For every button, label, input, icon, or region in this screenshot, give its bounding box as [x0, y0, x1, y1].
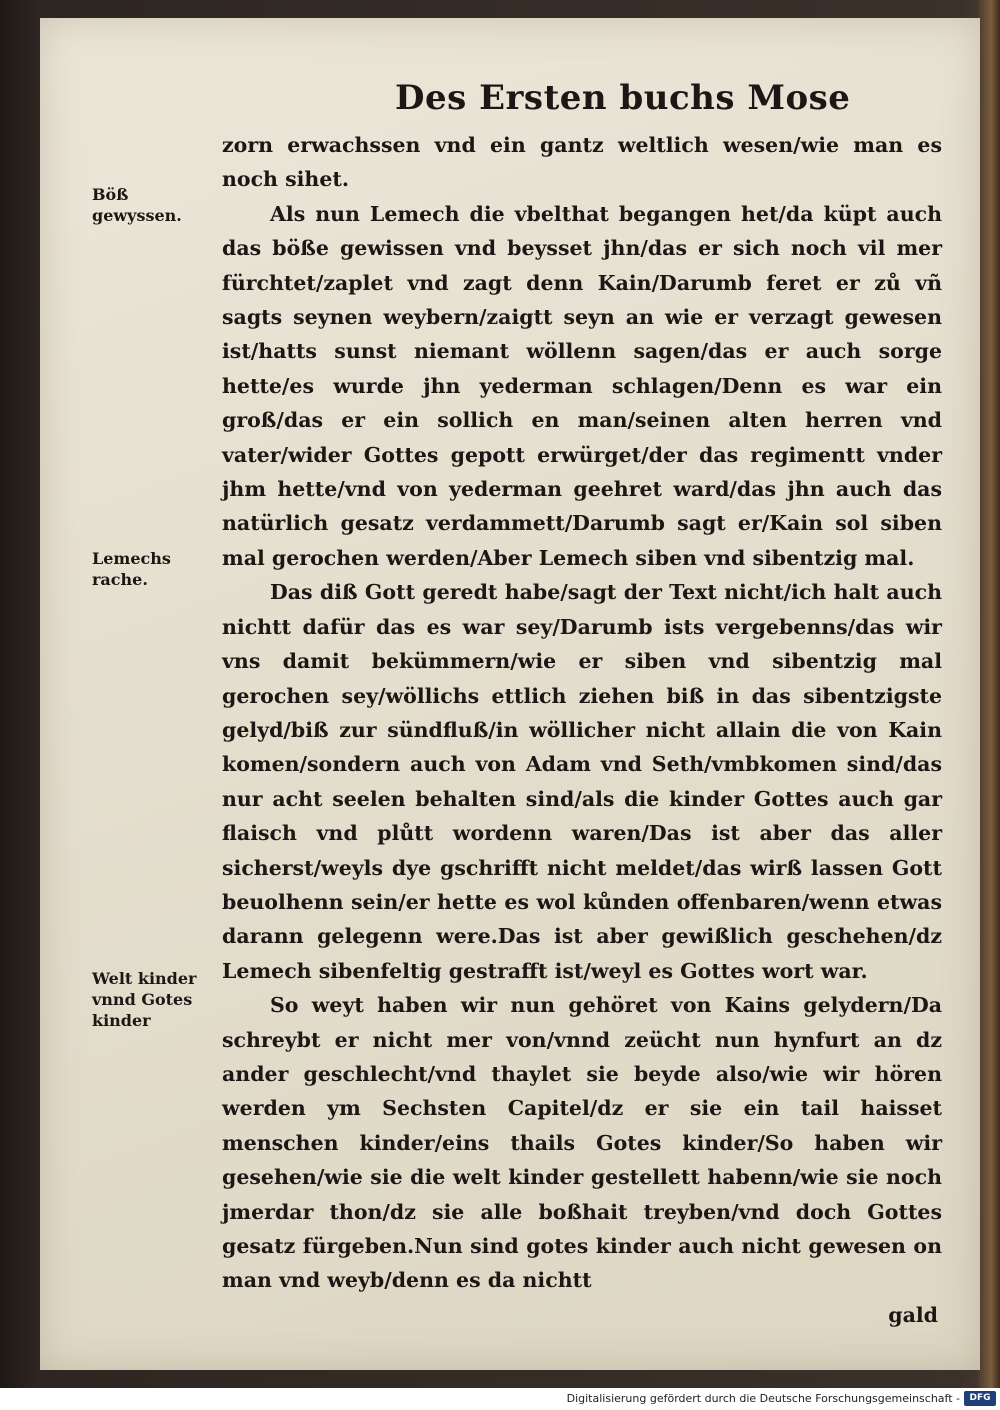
digitization-credit: Digitalisierung gefördert durch die Deutsche Forschungsgemeinschaft -: [566, 1392, 960, 1405]
main-text: [222, 128, 942, 1332]
footer-bar: [0, 1388, 1000, 1410]
paragraph: Das diß Gott geredt habe/sagt der Text nicht/ich halt auch nichtt dafür das es war sey/Darumb ists vergebenns/das wir vns damit bekümmern/wie er siben vnd sibentzig mal gerochen sey/wöllichs ettlich ziehen biß in das sibentzigste gelyd/biß zur sündfluß/in wöllicher nicht allain die von Kain komen/sondern auch von Adam vnd Seth/vmbkomen sind/das nur acht seelen behalten sind/als die kinder Gottes auch gar flaisch vnd plůtt wordenn waren/Das ist aber das aller sicherst/weyls dye gschrifft nicht meldet/das wirß lassen Gott beuolhenn sein/er hette es wol kůnden offenbaren/wenn etwas darann gelegenn were.Das ist aber gewißlich geschehen/dz Lemech sibenfeltig gestrafft ist/weyl es Gottes wort war.: [222, 580, 942, 983]
dfg-logo: DFG: [964, 1391, 996, 1406]
paragraph: Als nun Lemech die vbelthat begangen het/da küpt auch das böße gewissen vnd beysset jhn/das er sich noch vil mer fürchtet/zaplet vnd zagt denn Kain/Darumb feret er zů vñ sagts seynen weybern/zaigtt seyn an wie er verzagt gewesen ist/hatts sunst niemant wöllenn sagen/das er auch sorge hette/es wurde jhn yederman schlagen/Denn es war ein groß/das er ein sollich en man/seinen alten herren vnd vater/wider Gottes gepott erwürget/der das regimentt vnder jhm hette/vnd von yederman geehret ward/das jhn auch das natürlich gesatz verdammett/Darumb sagt er/Kain sol siben mal gerochen werden/Aber Lemech siben vnd sibentzig mal.: [222, 201, 942, 570]
paragraph: So weyt haben wir nun gehöret von Kains gelydern/Da schreybt er nicht mer von/vnnd zeücht nun hynfurt an dz ander geschlecht/vnd thaylet sie beyde also/wie wir hören werden ym Sechsten Capitel/dz er sie ein tail haisset menschen kinder/eins thails Gotes kinder/So haben wir gesehen/wie sie die welt kinder gestellett habenn/wie sie noch jmerdar thon/dz sie alle boßhait treyben/vnd doch Gottes gesatz fürgeben.Nun sind gotes kinder auch nicht gewesen on man vnd weyb/denn es da nichtt: [222, 993, 942, 1293]
paragraph: zorn erwachssen vnd ein gantz weltlich wesen/wie man es noch sihet.: [222, 133, 942, 192]
marginal-note-welt-kinder: Welt kinder vnnd Gotes kinder: [92, 969, 197, 1030]
catchword: gald: [888, 1302, 938, 1327]
book-spine: [978, 0, 1000, 1388]
marginal-note-lemechs-rache: Lemechs rache.: [92, 549, 171, 589]
running-head: Des Ersten buchs Mose: [395, 78, 851, 118]
marginal-note-boess-gewyssen: Böß gewyssen.: [92, 185, 182, 225]
